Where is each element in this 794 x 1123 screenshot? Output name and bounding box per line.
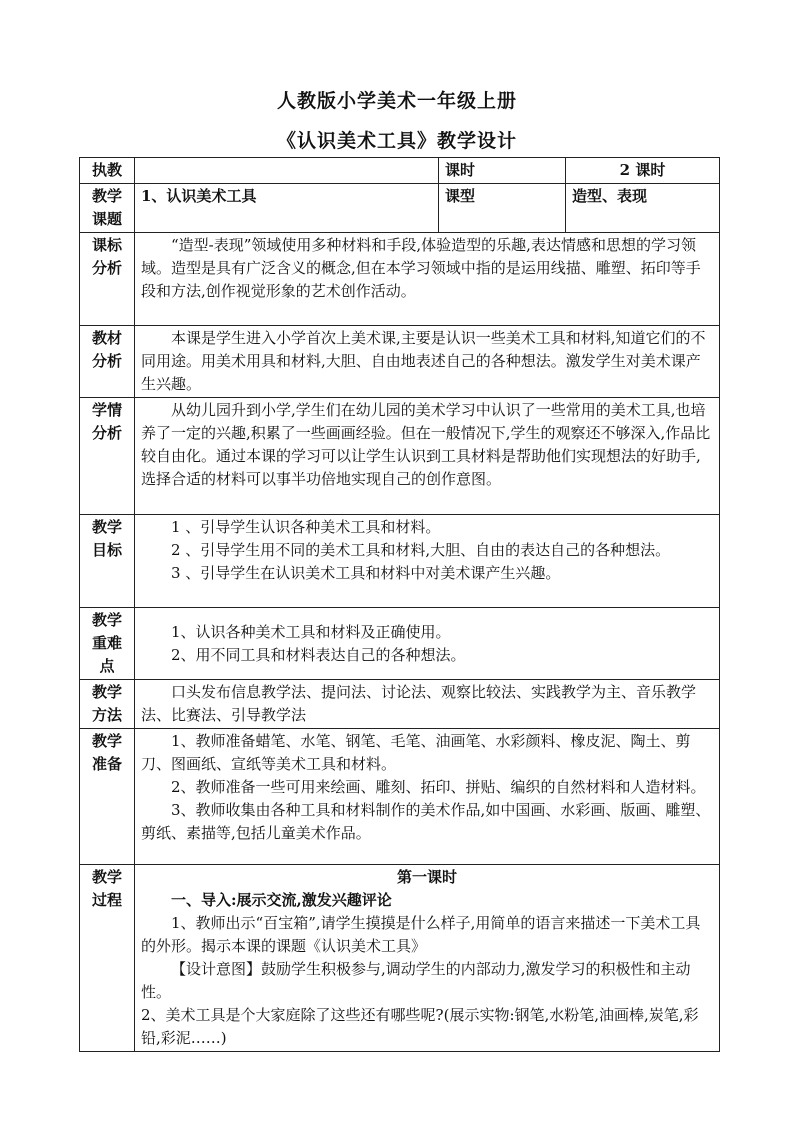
- design-intent-tag: 【设计意图】: [171, 960, 262, 978]
- preparation-item: 1、教师准备蜡笔、水笔、钢笔、毛笔、油画笔、水彩颜料、橡皮泥、陶土、剪刀、图画纸、宣纸等美术工具和材料。: [141, 732, 691, 773]
- document-title: 人教版小学美术一年级上册: [276, 90, 517, 112]
- table-row-students: [80, 398, 720, 515]
- table-row-topic: [80, 184, 720, 233]
- materials-analysis-text: [135, 326, 720, 398]
- lesson-type-value: 造型、表现: [566, 184, 720, 233]
- materials-analysis-paragraph: 本课是学生进入小学首次上美术课,主要是认识一些美术工具和材料,知道它们的不同用途。用美术用具和材料,大胆、自由地表述自己的各种想法。激发学生对美术课产生兴趣。: [141, 329, 706, 393]
- table-row-methods: [80, 680, 720, 729]
- process-step: 1、教师出示“百宝箱”,请学生摸摸是什么样子,用简单的语言来描述一下美术工具的外形。揭示本课的课题《认识美术工具》: [141, 914, 701, 955]
- label-teaching-preparation: 教学准备: [80, 729, 135, 865]
- teacher-value: [135, 158, 439, 184]
- goal-item: 3 、引导学生在认识美术工具和材料中对美术课产生兴趣。: [171, 564, 561, 582]
- lesson-plan-table: [79, 157, 720, 1052]
- table-row-goals: [80, 515, 720, 608]
- teaching-methods-paragraph: 口头发布信息教学法、提问法、讨论法、观察比较法、实践教学为主、音乐教学法、比赛法、引导教学法: [141, 683, 697, 724]
- label-topic: 教学课题: [80, 184, 135, 233]
- preparation-item: 3、教师收集由各种工具和材料制作的美术作品,如中国画、水彩画、版画、雕塑、剪纸、素描等,包括儿童美术作品。: [141, 801, 711, 842]
- teaching-preparation-text: [135, 729, 720, 865]
- section-heading: 一、导入:展示交流,激发兴趣评论: [171, 891, 392, 909]
- student-analysis-paragraph: 从幼儿园升到小学,学生们在幼儿园的美术学习中认识了一些常用的美术工具,也培养了一定的兴趣,积累了一些画画经验。但在一般情况下,学生的观察还不够深入,作品比较自由化。通过本课的学习可以让学生认识到工具材料是帮助他们实现想法的好助手,选择合适的材料可以事半功倍地实现自己的创作意图。: [141, 401, 711, 488]
- standard-analysis-text: [135, 233, 720, 326]
- table-row-process: [80, 865, 720, 1052]
- label-teaching-methods: 教学方法: [80, 680, 135, 729]
- label-lesson-type: 课型: [439, 184, 566, 233]
- key-points-text: [135, 608, 720, 680]
- table-row-preparation: [80, 729, 720, 865]
- label-teaching-goals: 教学目标: [80, 515, 135, 608]
- teaching-goals-text: [135, 515, 720, 608]
- table-row-materials: [80, 326, 720, 398]
- teaching-process-text: [135, 865, 720, 1052]
- label-student-analysis: 学情分析: [80, 398, 135, 515]
- label-teaching-process: 教学过程: [80, 865, 135, 1052]
- goal-item: 2 、引导学生用不同的美术工具和材料,大胆、自由的表达自己的各种想法。: [171, 541, 671, 559]
- goal-item: 1 、引导学生认识各种美术工具和材料。: [171, 518, 441, 536]
- table-row-key-points: [80, 608, 720, 680]
- topic-value: 1、认识美术工具: [135, 184, 439, 233]
- design-intent-text: 鼓励学生积极参与,调动学生的内部动力,激发学习的积极性和主动性。: [141, 960, 691, 1001]
- teaching-methods-text: [135, 680, 720, 729]
- label-standard-analysis: 课标分析: [80, 233, 135, 326]
- student-analysis-text: [135, 398, 720, 515]
- lesson-title: 第一课时: [396, 868, 457, 886]
- preparation-item: 2、教师准备一些可用来绘画、雕刻、拓印、拼贴、编织的自然材料和人造材料。: [171, 778, 706, 796]
- design-intent: [141, 958, 713, 1004]
- label-hours: 课时: [439, 158, 566, 184]
- hours-value: 2 课时: [566, 158, 720, 184]
- process-step: 2、美术工具是个大家庭除了这些还有哪些呢?(展示实物:钢笔,水粉笔,油画棒,炭笔,彩铅,彩泥……): [141, 1006, 699, 1047]
- document-subtitle: 《认识美术工具》教学设计: [276, 130, 517, 152]
- standard-analysis-paragraph: “造型-表现”领域使用多种材料和手段,体验造型的乐趣,表达情感和思想的学习领域。造型是具有广泛含义的概念,但在本学习领域中指的是运用线描、雕塑、拓印等手段和方法,创作视觉形象的艺术创作活动。: [141, 236, 701, 300]
- label-materials-analysis: 教材分析: [80, 326, 135, 398]
- label-key-points: 教学重难点: [80, 608, 135, 680]
- table-row-standard: [80, 233, 720, 326]
- key-point-item: 1、认识各种美术工具和材料及正确使用。: [171, 622, 451, 641]
- table-row-teacher: [80, 158, 720, 184]
- key-point-item: 2、用不同工具和材料表达自己的各种想法。: [171, 645, 466, 664]
- label-teacher: 执教: [80, 158, 135, 184]
